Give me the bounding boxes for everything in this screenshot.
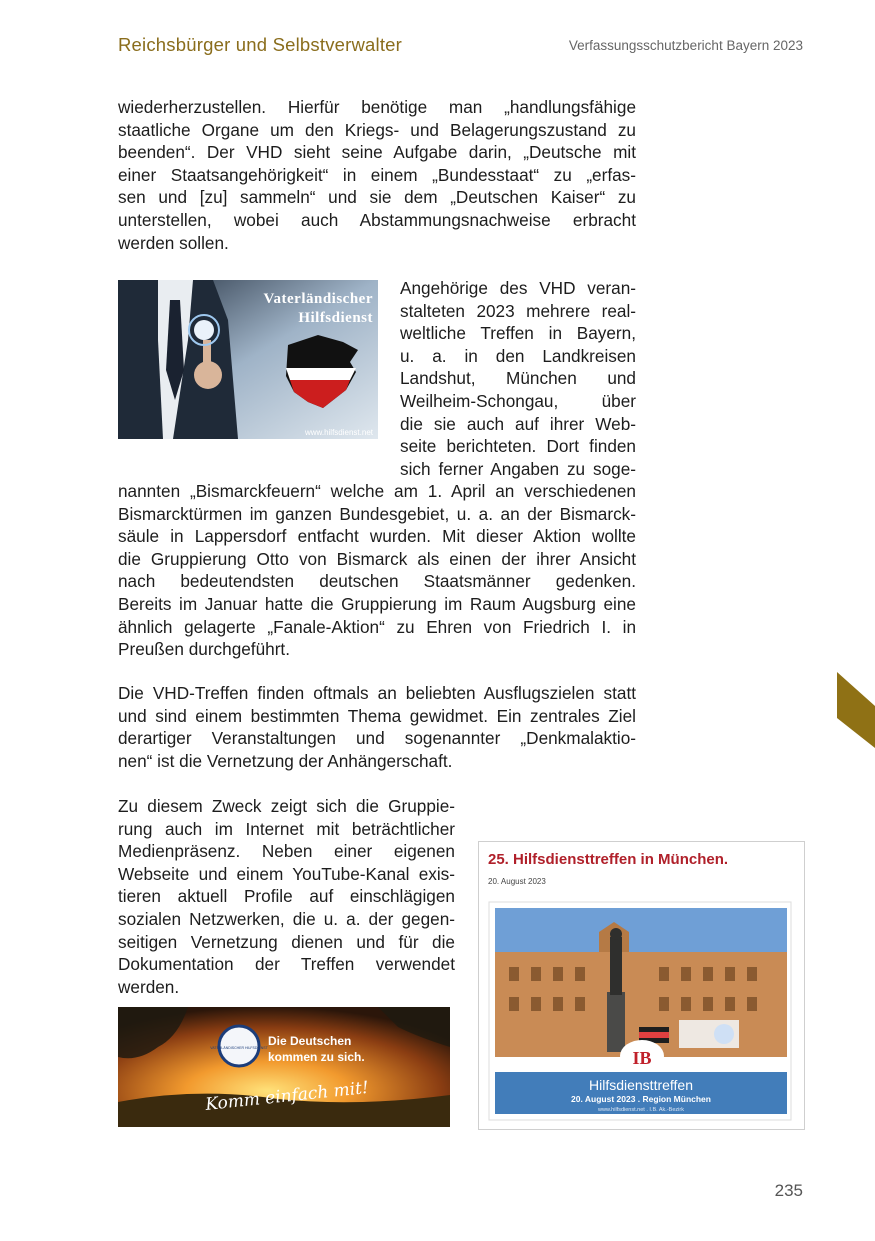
text-line: Preußen durchgeführt. [118,639,290,660]
image2-badge: VATERLÄNDISCHER HILFSDIENST [210,1046,268,1050]
text-line: nen“ ist die Vernetzung der Anhängerschaft. [118,750,453,771]
text-line: stalteten 2023 mehrere real- [400,300,636,321]
text-line: und sind einem bestimmten Thema gewidmet. Ein zentrales Ziel [118,705,636,726]
text-line: tieren aktuell Profile auf einschlägigen [118,886,455,907]
text-line: Zu diesem Zweck zeigt sich die Gruppie- [118,796,455,816]
text-line: seitigen Vernetzung dienen und für die [118,931,455,952]
image3-date: 20. August 2023 [488,877,546,886]
text-line: Bismarcktürmen im ganzen Bundesgebiet, u. a. an der Bismarck- [118,503,636,524]
paragraph-2-full [118,480,636,661]
image2-slogan: Komm einfach mit! [204,1077,370,1115]
text-line: sich ferner Angaben zu soge- [400,458,636,479]
image3-caption-url: www.hilfsdienst.net . I.B. Ak.-Bezirk [598,1107,684,1113]
page-number: 235 [774,1181,803,1200]
paragraph-3 [118,682,636,772]
text-line: u. a. in den Landkreisen [400,345,636,366]
event-screenshot-image [478,841,805,1130]
text-line: wiederherzustellen. Hierfür benötige man „handlungsfähige [118,97,636,117]
text-line: sen und [zu] sammeln“ und sie dem „Deutschen Kaiser“ zu [118,187,636,208]
chapter-tab-marker [837,672,875,748]
text-line: rung auch im Internet mit beträchtlicher [118,818,455,839]
text-line: werden sollen. [118,232,229,253]
text-line: Dokumentation der Treffen verwendet [118,954,455,975]
image1-title-line1: Vaterländischer [263,291,373,307]
text-line: Bereits im Januar hatte die Gruppierung im Raum Augsburg eine [118,593,636,614]
text-line: sozialen Netzwerken, die u. a. der gegen- [118,908,455,929]
text-line: einer Staatsangehörigkeit“ in einem „Bundesstaat“ zu „erfas- [118,164,636,185]
paragraph-1 [118,96,636,254]
sunset-banner-image [118,1007,450,1127]
image1-title-line2: Hilfsdienst [298,310,373,326]
section-title: Reichsbürger und Selbstverwalter [118,34,403,55]
image3-heading: 25. Hilfsdiensttreffen in München. [488,851,729,868]
text-line: derartiger Veranstaltungen und sogenannter „Denkmalaktio- [118,728,636,749]
text-line: ähnlich gelagerte „Fanale-Aktion“ zu Ehren von Friedrich I. in [118,616,636,637]
text-line: Die VHD-Treffen finden oftmals an beliebten Ausflugszielen statt [118,683,636,703]
image3-caption-title: Hilfsdiensttreffen [588,1077,694,1093]
text-line: die sie auch auf ihrer Web- [400,413,636,434]
text-line: Landshut, München und [400,368,636,389]
vhd-promo-image [118,280,378,439]
text-line: nannten „Bismarckfeuern“ welche am 1. April an verschiedenen [118,481,636,501]
text-line: die Gruppierung Otto von Bismarck als einen der ihrer Ansicht [118,548,636,569]
image2-line2: kommen zu sich. [268,1050,365,1064]
text-line: nach bedeutendsten deutschen Staatsmänner gedenken. [118,571,636,592]
report-title: Verfassungsschutzbericht Bayern 2023 [568,38,803,53]
text-line: beenden“. Der VHD sieht seine Aufgabe darin, „Deutsche mit [118,142,636,163]
text-line: weltliche Treffen in Bayern, [400,323,636,344]
text-line: unterstellen, wobei auch Abstammungsnachweise erbracht [118,209,636,230]
text-line: seite berichteten. Dort finden [400,436,636,457]
image1-url: www.hilfsdienst.net [304,428,373,437]
image3-caption-sub: 20. August 2023 . Region München [571,1094,711,1104]
text-line: Webseite und einem YouTube-Kanal exis- [118,863,455,884]
paragraph-2-wrapped [400,277,636,480]
text-line: staatliche Organe um den Kriegs- und Belagerungszustand zu [118,119,636,140]
text-line: Weilheim-Schongau, über [400,390,636,411]
text-line: Medienpräsenz. Neben einer eigenen [118,841,455,862]
text-line: werden. [118,976,180,997]
image3-logo: IB [632,1048,652,1068]
text-line: Angehörige des VHD veran- [400,278,636,298]
image2-line1: Die Deutschen [268,1034,352,1048]
paragraph-4 [118,795,455,998]
text-line: säule in Lappersdorf entfacht wurden. Mit dieser Aktion wollte [118,526,636,547]
